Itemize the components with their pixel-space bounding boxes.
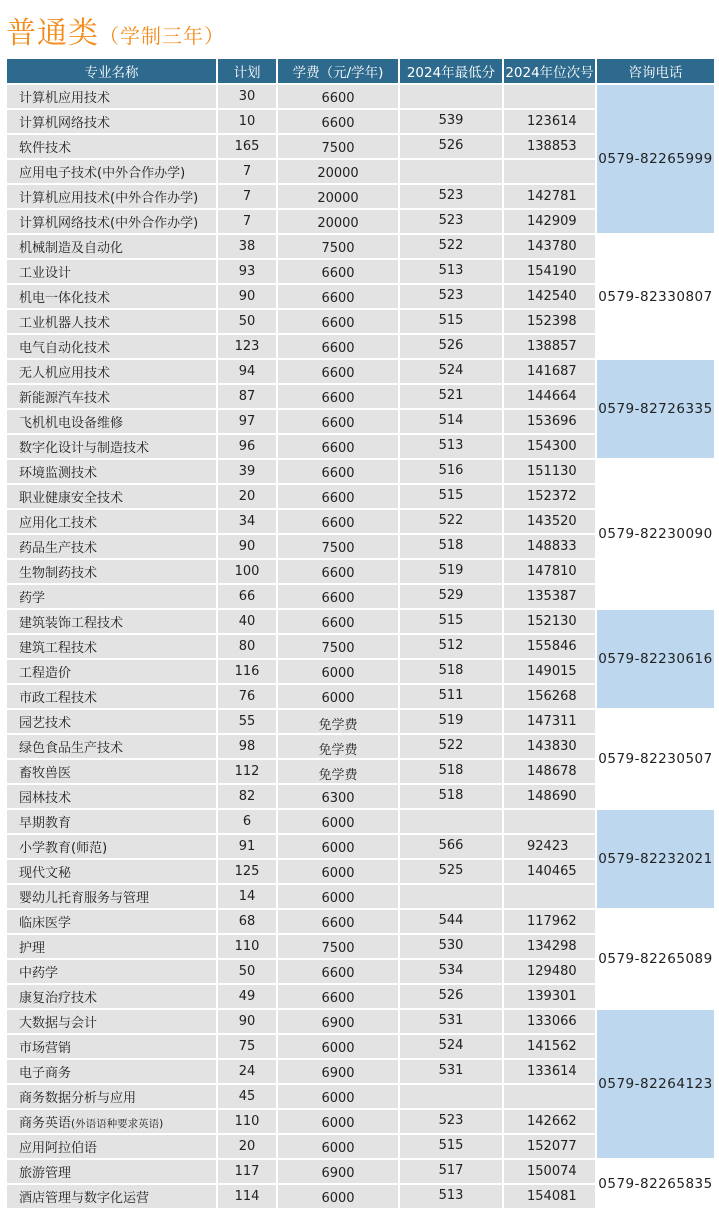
- plan-cell: 30: [217, 84, 277, 109]
- rank-cell: 152130: [503, 609, 596, 634]
- major-name-cell: 电气自动化技术: [6, 334, 217, 359]
- rank-cell: 156268: [503, 684, 596, 709]
- fee-cell: 6000: [277, 1109, 399, 1134]
- fee-cell: 6600: [277, 284, 399, 309]
- major-name-cell: 现代文秘: [6, 859, 217, 884]
- fee-cell: 6000: [277, 659, 399, 684]
- plan-cell: 90: [217, 284, 277, 309]
- major-name-cell: 计算机应用技术: [6, 84, 217, 109]
- table-row: [6, 359, 715, 384]
- title-main: 普通类: [6, 16, 99, 51]
- fee-cell: 6600: [277, 309, 399, 334]
- plan-cell: 97: [217, 409, 277, 434]
- min-score-cell: 522: [399, 509, 503, 534]
- major-name-cell: 工程造价: [6, 659, 217, 684]
- major-name-cell: 园艺技术: [6, 709, 217, 734]
- rank-cell: 149015: [503, 659, 596, 684]
- plan-cell: 82: [217, 784, 277, 809]
- min-score-cell: 518: [399, 659, 503, 684]
- enrollment-table: [5, 57, 716, 1210]
- major-name-cell: 婴幼儿托育服务与管理: [6, 884, 217, 909]
- major-name-cell: 旅游管理: [6, 1159, 217, 1184]
- rank-cell: 123614: [503, 109, 596, 134]
- fee-cell: 6000: [277, 1134, 399, 1159]
- fee-cell: 6000: [277, 684, 399, 709]
- plan-cell: 112: [217, 759, 277, 784]
- rank-cell: 133066: [503, 1009, 596, 1034]
- fee-cell: 免学费: [277, 709, 399, 734]
- fee-cell: 免学费: [277, 759, 399, 784]
- rank-cell: 144664: [503, 384, 596, 409]
- plan-cell: 66: [217, 584, 277, 609]
- rank-cell: 135387: [503, 584, 596, 609]
- min-score-cell: 521: [399, 384, 503, 409]
- fee-cell: 6600: [277, 584, 399, 609]
- major-name-cell: 商务数据分析与应用: [6, 1084, 217, 1109]
- major-name-cell: 数字化设计与制造技术: [6, 434, 217, 459]
- consult-phone-cell: 0579-82265835: [596, 1159, 715, 1209]
- fee-cell: 6600: [277, 484, 399, 509]
- major-name-cell: 应用化工技术: [6, 509, 217, 534]
- plan-cell: 40: [217, 609, 277, 634]
- rank-cell: 154300: [503, 434, 596, 459]
- major-name: 商务英语: [19, 1116, 72, 1131]
- rank-cell: 143830: [503, 734, 596, 759]
- rank-cell: 150074: [503, 1159, 596, 1184]
- major-name-cell: 康复治疗技术: [6, 984, 217, 1009]
- fee-cell: 6600: [277, 384, 399, 409]
- major-name-cell: [6, 1109, 217, 1134]
- min-score-cell: 519: [399, 559, 503, 584]
- min-score-cell: 531: [399, 1059, 503, 1084]
- fee-cell: 6000: [277, 834, 399, 859]
- rank-cell: 92423: [503, 834, 596, 859]
- rank-cell: [503, 809, 596, 834]
- major-name-note: (外语语种要求英语): [71, 1118, 164, 1130]
- plan-cell: 165: [217, 134, 277, 159]
- header-plan: 计划: [217, 58, 277, 84]
- major-name-cell: 电子商务: [6, 1059, 217, 1084]
- major-name-cell: 绿色食品生产技术: [6, 734, 217, 759]
- table-row: [6, 1009, 715, 1034]
- major-name-cell: 药品生产技术: [6, 534, 217, 559]
- min-score-cell: 531: [399, 1009, 503, 1034]
- min-score-cell: 523: [399, 184, 503, 209]
- min-score-cell: 512: [399, 634, 503, 659]
- major-name-cell: 工业机器人技术: [6, 309, 217, 334]
- major-name-cell: 机电一体化技术: [6, 284, 217, 309]
- plan-cell: 87: [217, 384, 277, 409]
- table-row: [6, 609, 715, 634]
- min-score-cell: 518: [399, 784, 503, 809]
- major-name-cell: 临床医学: [6, 909, 217, 934]
- plan-cell: 90: [217, 1009, 277, 1034]
- rank-cell: 152398: [503, 309, 596, 334]
- plan-cell: 14: [217, 884, 277, 909]
- plan-cell: 7: [217, 184, 277, 209]
- fee-cell: 6600: [277, 559, 399, 584]
- fee-cell: 6600: [277, 84, 399, 109]
- plan-cell: 75: [217, 1034, 277, 1059]
- min-score-cell: 524: [399, 1034, 503, 1059]
- fee-cell: 7500: [277, 234, 399, 259]
- rank-cell: 142540: [503, 284, 596, 309]
- min-score-cell: 523: [399, 1109, 503, 1134]
- min-score-cell: 519: [399, 709, 503, 734]
- min-score-cell: 515: [399, 309, 503, 334]
- major-name-cell: 生物制药技术: [6, 559, 217, 584]
- major-name-cell: 计算机网络技术(中外合作办学): [6, 209, 217, 234]
- rank-cell: 148833: [503, 534, 596, 559]
- table-row: [6, 1159, 715, 1184]
- rank-cell: 151130: [503, 459, 596, 484]
- fee-cell: 7500: [277, 634, 399, 659]
- plan-cell: 38: [217, 234, 277, 259]
- rank-cell: 147810: [503, 559, 596, 584]
- major-name-cell: 新能源汽车技术: [6, 384, 217, 409]
- consult-phone-cell: 0579-82230090: [596, 459, 715, 609]
- major-name-cell: 园林技术: [6, 784, 217, 809]
- fee-cell: 6600: [277, 334, 399, 359]
- major-name-cell: 职业健康安全技术: [6, 484, 217, 509]
- plan-cell: 110: [217, 934, 277, 959]
- min-score-cell: 513: [399, 434, 503, 459]
- fee-cell: 7500: [277, 934, 399, 959]
- min-score-cell: [399, 159, 503, 184]
- rank-cell: [503, 84, 596, 109]
- major-name-cell: 工业设计: [6, 259, 217, 284]
- header-phone: 咨询电话: [596, 58, 715, 84]
- fee-cell: 6000: [277, 884, 399, 909]
- major-name-cell: 机械制造及自动化: [6, 234, 217, 259]
- fee-cell: 6600: [277, 984, 399, 1009]
- plan-cell: 123: [217, 334, 277, 359]
- plan-cell: 80: [217, 634, 277, 659]
- plan-cell: 94: [217, 359, 277, 384]
- rank-cell: 142662: [503, 1109, 596, 1134]
- fee-cell: 6600: [277, 459, 399, 484]
- plan-cell: 50: [217, 959, 277, 984]
- min-score-cell: [399, 809, 503, 834]
- min-score-cell: 534: [399, 959, 503, 984]
- rank-cell: 148690: [503, 784, 596, 809]
- rank-cell: 142909: [503, 209, 596, 234]
- consult-phone-cell: 0579-82230507: [596, 709, 715, 809]
- rank-cell: 153696: [503, 409, 596, 434]
- min-score-cell: 522: [399, 234, 503, 259]
- min-score-cell: 517: [399, 1159, 503, 1184]
- major-name-cell: 计算机网络技术: [6, 109, 217, 134]
- rank-cell: 152077: [503, 1134, 596, 1159]
- min-score-cell: 516: [399, 459, 503, 484]
- fee-cell: 6600: [277, 359, 399, 384]
- fee-cell: 6900: [277, 1009, 399, 1034]
- table-row: [6, 234, 715, 259]
- min-score-cell: 518: [399, 759, 503, 784]
- fee-cell: 6600: [277, 909, 399, 934]
- rank-cell: 143520: [503, 509, 596, 534]
- rank-cell: 133614: [503, 1059, 596, 1084]
- fee-cell: 20000: [277, 184, 399, 209]
- rank-cell: 143780: [503, 234, 596, 259]
- plan-cell: 68: [217, 909, 277, 934]
- header-rank: 2024年位次号: [503, 58, 596, 84]
- plan-cell: 39: [217, 459, 277, 484]
- min-score-cell: 544: [399, 909, 503, 934]
- min-score-cell: 518: [399, 534, 503, 559]
- min-score-cell: 525: [399, 859, 503, 884]
- min-score-cell: [399, 884, 503, 909]
- header-row: [6, 58, 715, 84]
- rank-cell: 154190: [503, 259, 596, 284]
- min-score-cell: 514: [399, 409, 503, 434]
- plan-cell: 114: [217, 1184, 277, 1209]
- plan-cell: 98: [217, 734, 277, 759]
- table-row: [6, 459, 715, 484]
- fee-cell: 7500: [277, 134, 399, 159]
- major-name-cell: 中药学: [6, 959, 217, 984]
- plan-cell: 96: [217, 434, 277, 459]
- consult-phone-cell: 0579-82726335: [596, 359, 715, 459]
- major-name-cell: 大数据与会计: [6, 1009, 217, 1034]
- fee-cell: 6000: [277, 1184, 399, 1209]
- min-score-cell: 523: [399, 209, 503, 234]
- rank-cell: 148678: [503, 759, 596, 784]
- rank-cell: 140465: [503, 859, 596, 884]
- fee-cell: 6000: [277, 1084, 399, 1109]
- min-score-cell: 530: [399, 934, 503, 959]
- rank-cell: 147311: [503, 709, 596, 734]
- major-name-cell: 市场营销: [6, 1034, 217, 1059]
- consult-phone-cell: 0579-82232021: [596, 809, 715, 909]
- plan-cell: 125: [217, 859, 277, 884]
- plan-cell: 20: [217, 484, 277, 509]
- plan-cell: 49: [217, 984, 277, 1009]
- table-row: [6, 84, 715, 109]
- rank-cell: 142781: [503, 184, 596, 209]
- plan-cell: 7: [217, 159, 277, 184]
- rank-cell: 152372: [503, 484, 596, 509]
- major-name-cell: 建筑工程技术: [6, 634, 217, 659]
- plan-cell: 10: [217, 109, 277, 134]
- consult-phone-cell: 0579-82330807: [596, 234, 715, 359]
- major-name-cell: 小学教育(师范): [6, 834, 217, 859]
- consult-phone-cell: 0579-82264123: [596, 1009, 715, 1159]
- table-body: [6, 84, 715, 1209]
- plan-cell: 45: [217, 1084, 277, 1109]
- plan-cell: 20: [217, 1134, 277, 1159]
- min-score-cell: 539: [399, 109, 503, 134]
- plan-cell: 116: [217, 659, 277, 684]
- min-score-cell: 529: [399, 584, 503, 609]
- consult-phone-cell: 0579-82230616: [596, 609, 715, 709]
- fee-cell: 6600: [277, 434, 399, 459]
- min-score-cell: 515: [399, 484, 503, 509]
- min-score-cell: 526: [399, 134, 503, 159]
- plan-cell: 93: [217, 259, 277, 284]
- consult-phone-cell: 0579-82265089: [596, 909, 715, 1009]
- table-row: [6, 909, 715, 934]
- rank-cell: 154081: [503, 1184, 596, 1209]
- plan-cell: 110: [217, 1109, 277, 1134]
- plan-cell: 117: [217, 1159, 277, 1184]
- fee-cell: 6900: [277, 1159, 399, 1184]
- fee-cell: 6600: [277, 109, 399, 134]
- rank-cell: 129480: [503, 959, 596, 984]
- fee-cell: 20000: [277, 159, 399, 184]
- plan-cell: 100: [217, 559, 277, 584]
- min-score-cell: 526: [399, 984, 503, 1009]
- min-score-cell: [399, 84, 503, 109]
- consult-phone-cell: 0579-82265999: [596, 84, 715, 234]
- major-name-cell: 飞机机电设备维修: [6, 409, 217, 434]
- plan-cell: 55: [217, 709, 277, 734]
- major-name-cell: 畜牧兽医: [6, 759, 217, 784]
- major-name-cell: 建筑装饰工程技术: [6, 609, 217, 634]
- min-score-cell: 513: [399, 259, 503, 284]
- major-name-cell: 环境监测技术: [6, 459, 217, 484]
- header-fee: 学费（元/学年): [277, 58, 399, 84]
- major-name-cell: 应用阿拉伯语: [6, 1134, 217, 1159]
- header-min-score: 2024年最低分: [399, 58, 503, 84]
- fee-cell: 6900: [277, 1059, 399, 1084]
- min-score-cell: 526: [399, 334, 503, 359]
- fee-cell: 6000: [277, 859, 399, 884]
- plan-cell: 6: [217, 809, 277, 834]
- min-score-cell: [399, 1084, 503, 1109]
- plan-cell: 24: [217, 1059, 277, 1084]
- table-row: [6, 709, 715, 734]
- rank-cell: [503, 1084, 596, 1109]
- major-name-cell: 软件技术: [6, 134, 217, 159]
- major-name-cell: 护理: [6, 934, 217, 959]
- fee-cell: 6300: [277, 784, 399, 809]
- rank-cell: 155846: [503, 634, 596, 659]
- plan-cell: 34: [217, 509, 277, 534]
- plan-cell: 50: [217, 309, 277, 334]
- min-score-cell: 515: [399, 609, 503, 634]
- plan-cell: 91: [217, 834, 277, 859]
- header-major: 专业名称: [6, 58, 217, 84]
- fee-cell: 免学费: [277, 734, 399, 759]
- min-score-cell: 522: [399, 734, 503, 759]
- table-row: [6, 809, 715, 834]
- page-title: [6, 14, 225, 56]
- min-score-cell: 515: [399, 1134, 503, 1159]
- major-name-cell: 药学: [6, 584, 217, 609]
- rank-cell: 141687: [503, 359, 596, 384]
- title-sub: （学制三年）: [99, 24, 225, 48]
- major-name-cell: 应用电子技术(中外合作办学): [6, 159, 217, 184]
- fee-cell: 6600: [277, 609, 399, 634]
- fee-cell: 20000: [277, 209, 399, 234]
- fee-cell: 6600: [277, 509, 399, 534]
- rank-cell: 138857: [503, 334, 596, 359]
- fee-cell: 6600: [277, 259, 399, 284]
- min-score-cell: 513: [399, 1184, 503, 1209]
- fee-cell: 6000: [277, 1034, 399, 1059]
- rank-cell: 141562: [503, 1034, 596, 1059]
- fee-cell: 6600: [277, 959, 399, 984]
- rank-cell: [503, 884, 596, 909]
- major-name-cell: 计算机应用技术(中外合作办学): [6, 184, 217, 209]
- rank-cell: 138853: [503, 134, 596, 159]
- fee-cell: 6000: [277, 809, 399, 834]
- rank-cell: 117962: [503, 909, 596, 934]
- major-name-cell: 早期教育: [6, 809, 217, 834]
- min-score-cell: 523: [399, 284, 503, 309]
- rank-cell: [503, 159, 596, 184]
- major-name-cell: 酒店管理与数字化运营: [6, 1184, 217, 1209]
- rank-cell: 134298: [503, 934, 596, 959]
- plan-cell: 90: [217, 534, 277, 559]
- rank-cell: 139301: [503, 984, 596, 1009]
- min-score-cell: 511: [399, 684, 503, 709]
- major-name-cell: 市政工程技术: [6, 684, 217, 709]
- plan-cell: 7: [217, 209, 277, 234]
- min-score-cell: 524: [399, 359, 503, 384]
- fee-cell: 6600: [277, 409, 399, 434]
- plan-cell: 76: [217, 684, 277, 709]
- min-score-cell: 566: [399, 834, 503, 859]
- fee-cell: 7500: [277, 534, 399, 559]
- major-name-cell: 无人机应用技术: [6, 359, 217, 384]
